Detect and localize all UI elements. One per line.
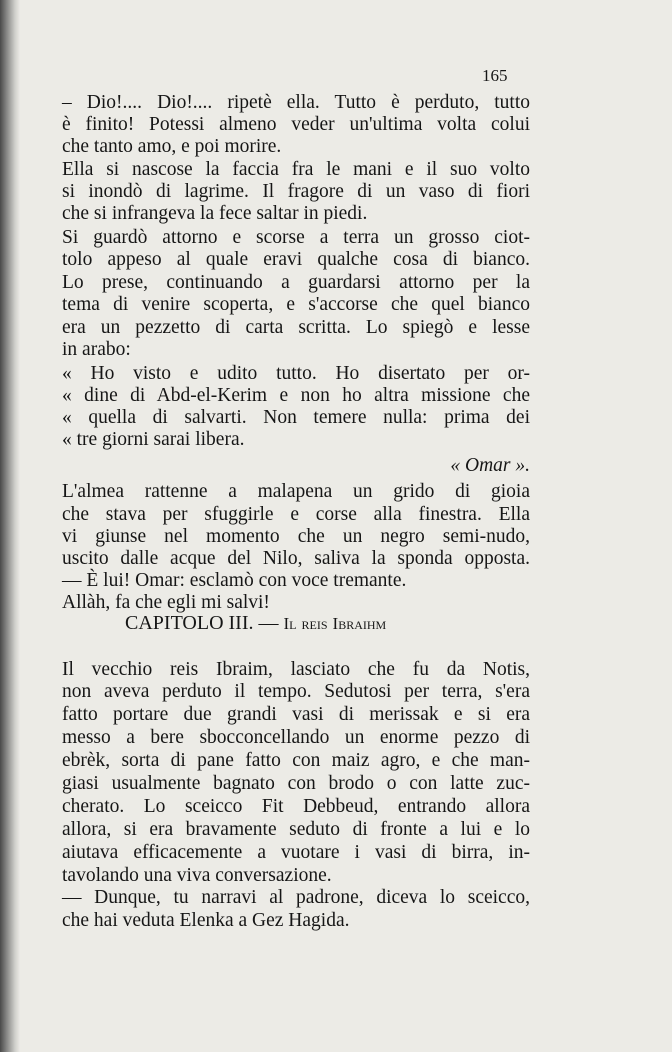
chapter-heading <box>125 612 545 635</box>
text-line: Si guardò attorno e scorse a terra un grosso ciot- <box>62 227 530 248</box>
chapter-title-word: reis <box>301 614 328 633</box>
text-line: tavolando una viva conversazione. <box>62 865 332 886</box>
text-line: giasi usualmente bagnato con brodo o con latte zuc- <box>62 773 530 794</box>
text-line: Allàh, fa che egli mi salvi! <box>62 592 270 613</box>
text-line: Ella si nascose la faccia fra le mani e il suo volto <box>62 159 530 180</box>
quote-line: « tre giorni sarai libera. <box>62 429 245 450</box>
chapter-title-word: Ibraihm <box>332 614 387 633</box>
text-line: fatto portare due grandi vasi di merissak e si era <box>62 704 530 725</box>
text-line: messo a bere sbocconcellando un enorme pezzo di <box>62 727 530 748</box>
text-line: che si infrangeva la fece saltar in piedi. <box>62 203 368 224</box>
quote-line: « quella di salvarti. Non temere nulla: prima dei <box>62 407 530 428</box>
quote-line: « Ho visto e udito tutto. Ho disertato per or- <box>62 363 530 384</box>
text-line: — Dunque, tu narravi al padrone, diceva lo sceicco, <box>62 887 530 908</box>
text-line: che tanto amo, e poi morire. <box>62 136 282 157</box>
text-line: – Dio!.... Dio!.... ripetè ella. Tutto è perduto, tutto <box>62 92 530 113</box>
text-line: in arabo: <box>62 339 131 360</box>
text-line: era un pezzetto di carta scritta. Lo spiegò e lesse <box>62 317 530 338</box>
text-line: vi giunse nel momento che un negro semi-nudo, <box>62 526 530 547</box>
text-line: ebrèk, sorta di pane fatto con maiz agro, e che man- <box>62 750 530 771</box>
text-line: cherato. Lo sceicco Fit Debbeud, entrando allora <box>62 796 530 817</box>
chapter-label: CAPITOLO III. <box>125 612 254 634</box>
text-line: Lo prese, continuando a guardarsi attorno per la <box>62 272 530 293</box>
text-line: L'almea rattenne a malapena un grido di gioia <box>62 481 530 502</box>
text-line: si inondò di lagrime. Il fragore di un vaso di fiori <box>62 181 530 202</box>
page-number: 165 <box>482 66 508 85</box>
quote-signature: « Omar ». <box>450 455 530 476</box>
quote-line: « dine di Abd-el-Kerim e non ho altra missione che <box>62 385 530 406</box>
text-line: allora, si era bravamente seduto di fronte a lui e lo <box>62 819 530 840</box>
text-line: non aveva perduto il tempo. Sedutosi per terra, s'era <box>62 681 530 702</box>
text-line: che hai veduta Elenka a Gez Hagida. <box>62 910 350 931</box>
text-line: — È lui! Omar: esclamò con voce tremante. <box>62 570 407 591</box>
text-line: aiutava efficacemente a vuotare i vasi di birra, in- <box>62 842 530 863</box>
text-line: uscito dalle acque del Nilo, saliva la sponda opposta. <box>62 548 530 569</box>
chapter-title-word: Il <box>283 614 297 633</box>
text-line: è finito! Potessi almeno veder un'ultima volta colui <box>62 114 530 135</box>
text-line: Il vecchio reis Ibraim, lasciato che fu da Notis, <box>62 659 530 680</box>
text-line: tolo appeso al quale eravi qualche cosa di bianco. <box>62 249 530 270</box>
text-line: tema di venire scoperta, e s'accorse che quel bianco <box>62 294 530 315</box>
chapter-dash: — <box>258 612 279 634</box>
text-line: che stava per sfuggirle e corse alla finestra. Ella <box>62 504 530 525</box>
